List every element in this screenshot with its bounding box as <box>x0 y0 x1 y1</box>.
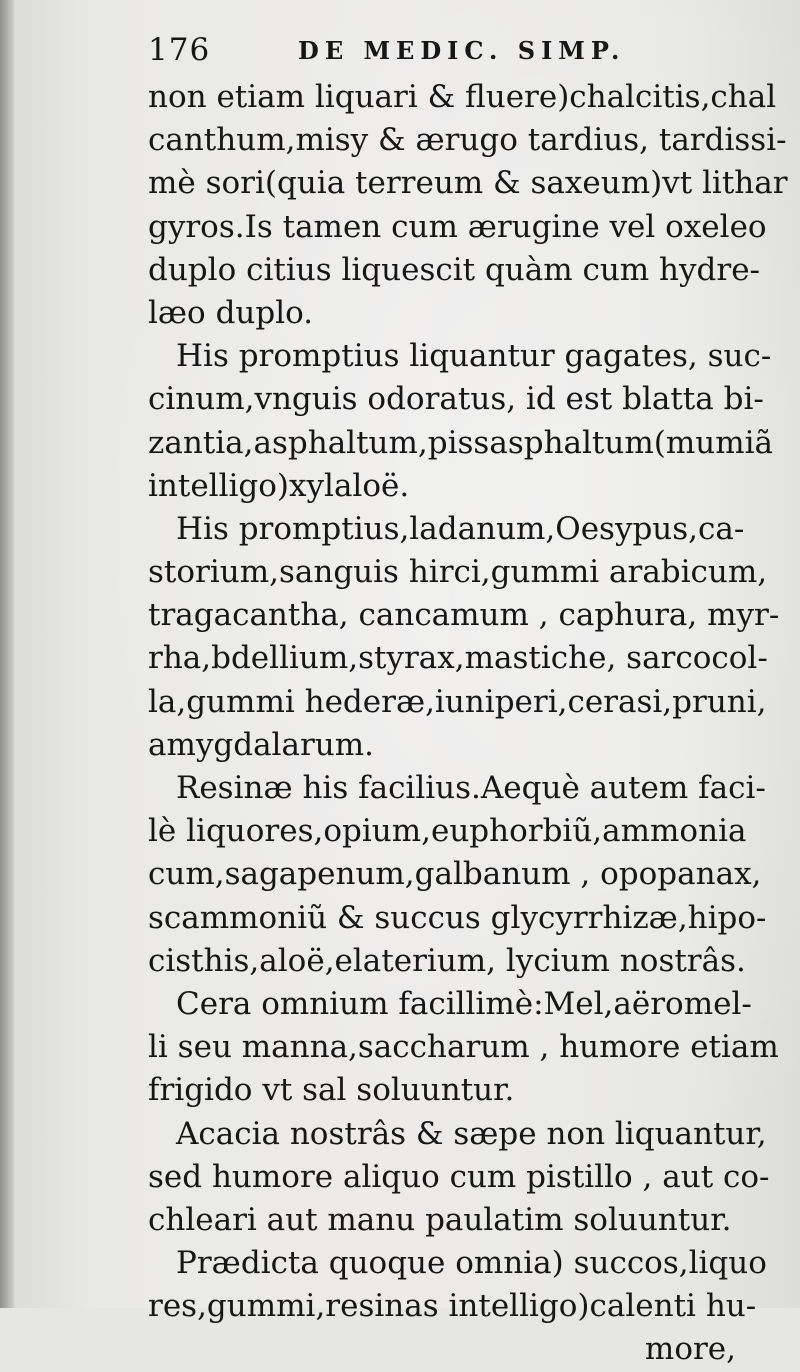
text-line: storium,sanguis hirci,gummi arabicum, <box>148 554 768 591</box>
text-line: cinum,vnguis odoratus, id est blatta bi- <box>148 381 764 418</box>
text-line: la,gummi hederæ,iuniperi,cerasi,pruni, <box>148 683 767 720</box>
page-body <box>148 76 788 1372</box>
paragraph-start-line: His promptius liquantur gagates, suc- <box>176 338 772 375</box>
text-line: cum,sagapenum,galbanum , opopanax, <box>148 856 762 893</box>
paragraph-start-line: Cera omnium facillimè:Mel,aëromel- <box>176 985 752 1022</box>
running-title: DE MEDIC. SIMP. <box>298 36 626 65</box>
text-line: frigido vt sal soluuntur. <box>148 1072 515 1109</box>
text-line: gyros.Is tamen cum ærugine vel oxeleo <box>148 208 767 245</box>
page-header <box>148 32 748 72</box>
text-line: scammoniũ & succus glycyrrhizæ,hipo- <box>148 899 767 936</box>
text-line: cisthis,aloë,elaterium, lycium nostrâs. <box>148 942 746 979</box>
page-gutter-shadow <box>0 0 14 1308</box>
text-line: res,gummi,resinas intelligo)calenti hu- <box>148 1288 757 1325</box>
text-line: li seu manna,saccharum , humore etiam <box>148 1029 779 1066</box>
text-line: canthum,misy & ærugo tardius, tardissi- <box>148 122 787 159</box>
text-line: non etiam liquari & fluere)chalcitis,chal <box>148 79 777 115</box>
paragraph-start-line: Resinæ his facilius.Aequè autem faci- <box>176 770 766 806</box>
text-line: rha,bdellium,styrax,mastiche, sarcocol- <box>148 640 768 677</box>
text-line: mè sori(quia terreum & saxeum)vt lithar <box>148 165 788 202</box>
text-line: chleari aut manu paulatim soluuntur. <box>148 1201 732 1238</box>
text-line: lè liquores,opium,euphorbiũ,ammonia <box>148 813 747 850</box>
text-line: tragacantha, cancamum , caphura, myr- <box>148 597 780 634</box>
paragraph-start-line: Prædicta quoque omnia) succos,liquo <box>176 1245 767 1282</box>
page-number: 176 <box>148 32 211 68</box>
text-line: læo duplo. <box>148 294 314 331</box>
catchword-line: more, <box>644 1331 736 1368</box>
text-line: intelligo)xylaloë. <box>148 467 410 504</box>
text-line: amygdalarum. <box>148 726 374 763</box>
paragraph-start-line: Acacia nostrâs & sæpe non liquantur, <box>176 1115 767 1152</box>
text-line: zantia,asphaltum,pissasphaltum(mumiã <box>148 424 773 461</box>
text-line: sed humore aliquo cum pistillo , aut co- <box>148 1158 770 1195</box>
text-line: duplo citius liquescit quàm cum hydre- <box>148 251 761 288</box>
paragraph-start-line: His promptius,ladanum,Oesypus,ca- <box>176 510 745 547</box>
